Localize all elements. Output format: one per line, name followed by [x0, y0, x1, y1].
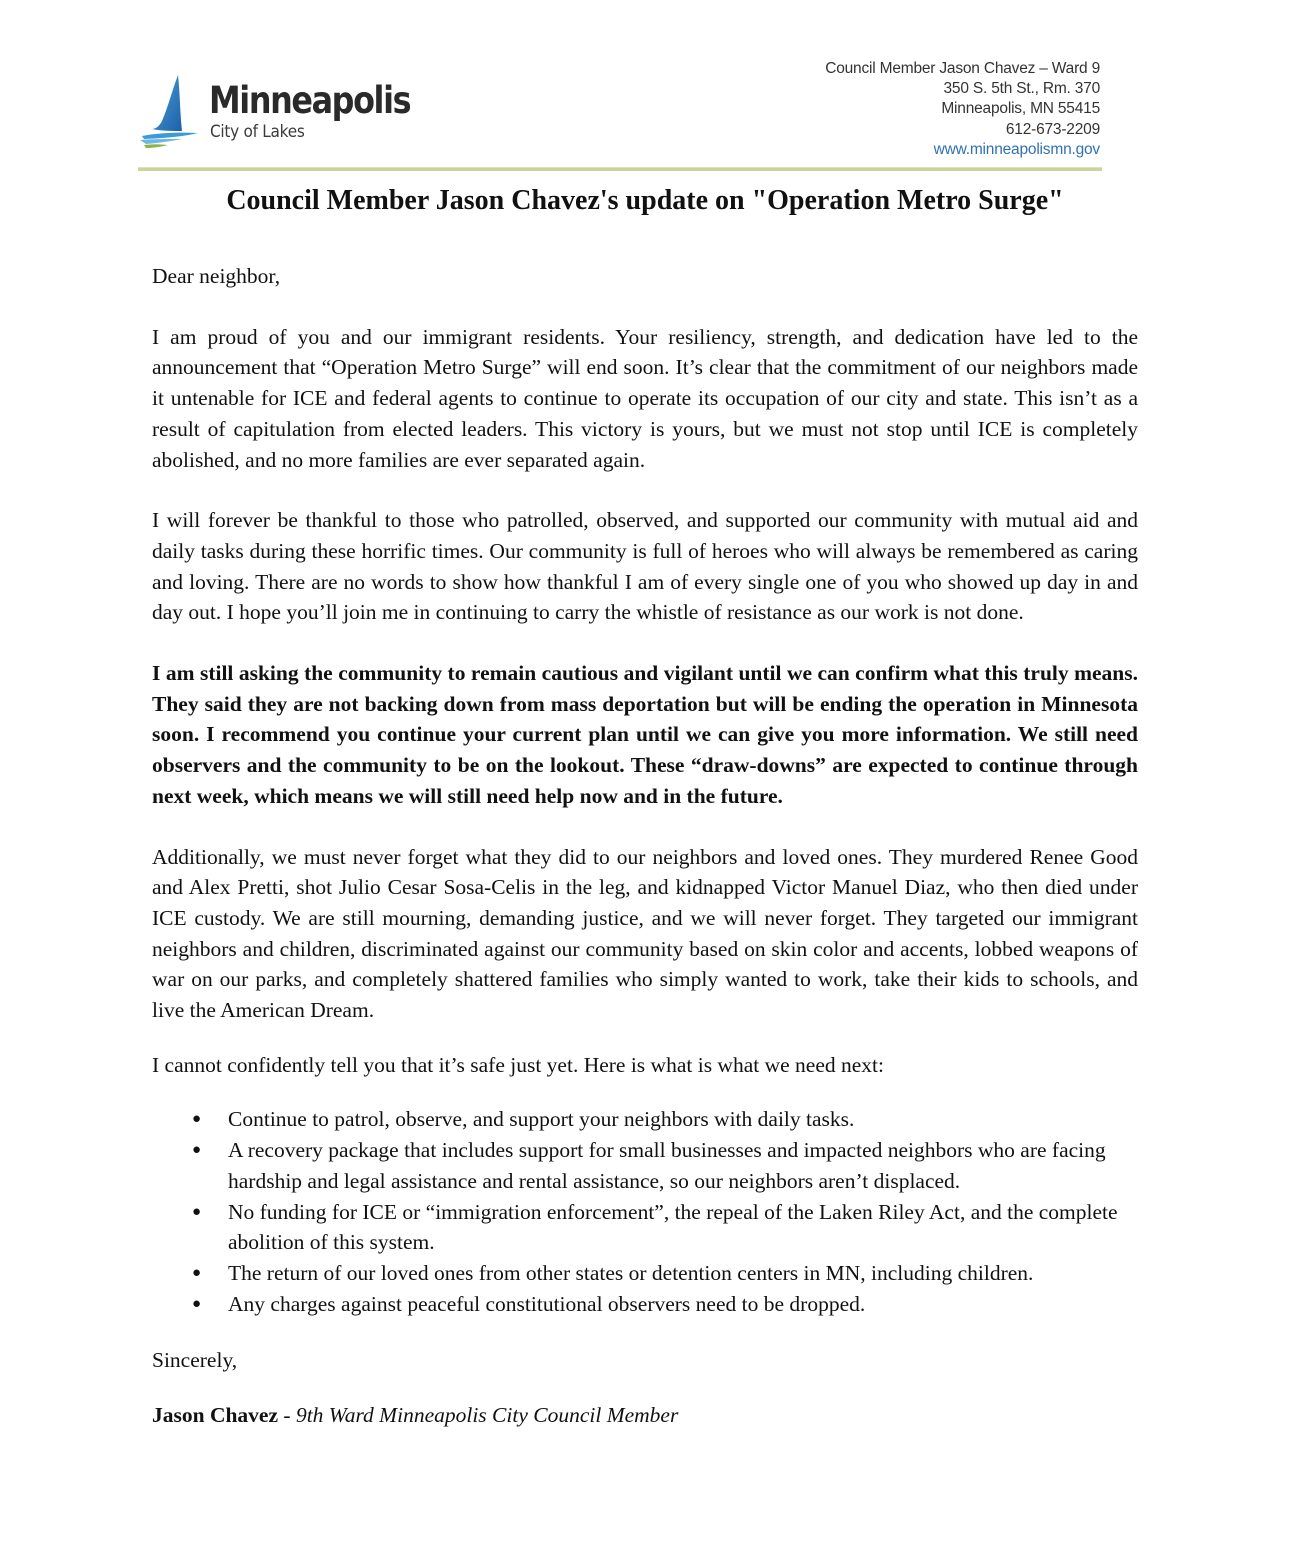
bullet-icon: ●: [192, 1111, 202, 1128]
logo-wordmark: Minneapolis: [209, 79, 411, 122]
list-item-text: The return of our loved ones from other states or detention centers in MN, including children.: [228, 1260, 1034, 1285]
list-item-text: Any charges against peaceful constitutional observers need to be dropped.: [228, 1291, 866, 1316]
list-item: [152, 1258, 1138, 1289]
needs-list: [152, 1104, 1138, 1319]
logo-tagline: City of Lakes: [210, 122, 305, 142]
contact-phone: 612-673-2209: [1005, 120, 1100, 138]
paragraph-remembrance: Additionally, we must never forget what they did to our neighbors and loved ones. They murdered Renee Good and Alex Pretti, shot Julio Cesar Sosa-Celis in the leg, and kidnapped Victor Manuel Diaz, who then died under ICE custody. We are still mourning, demanding justice, and we will never forget. They targeted our immigrant neighbors and children, discriminated against our community based on skin color and accents, lobbed weapons of war on our parks, and completely shattered families who simply wanted to work, take their kids to schools, and live the American Dream.: [152, 844, 1138, 1023]
paragraph-gratitude-victory: I am proud of you and our immigrant residents. Your resiliency, strength, and dedication have led to the announcement that “Operation Metro Surge” will end soon. It’s clear that the commitment of our neighbors made it untenable for ICE and federal agents to continue to operate its occupation of our city and state. This isn’t as a result of capitulation from elected leaders. This victory is yours, but we must not stop until ICE is completely abolished, and no more families are ever separated again.: [152, 324, 1138, 472]
list-item: [152, 1197, 1138, 1258]
letterhead-divider: [138, 167, 1102, 171]
signature-name: Jason Chavez: [152, 1403, 279, 1428]
bullet-icon: ●: [192, 1295, 202, 1312]
list-item: [152, 1135, 1138, 1196]
paragraph-thanks-community: I will forever be thankful to those who patrolled, observed, and supported our community with mutual aid and daily tasks during these horrific times. Our community is full of heroes who will always be remembered as caring and loving. There are no words to show how thankful I am of every single one of you who showed up day in and day out. I hope you’ll join me in continuing to carry the whistle of resistance as our work is not done.: [152, 508, 1138, 625]
signature: [152, 1400, 1138, 1431]
website-link[interactable]: www.minneapolismn.gov: [933, 140, 1100, 158]
closing: Sincerely,: [152, 1348, 238, 1373]
list-item: [152, 1104, 1138, 1135]
contact-office: Council Member Jason Chavez – Ward 9: [825, 60, 1100, 77]
minneapolis-logo: [138, 73, 411, 153]
list-item-text: A recovery package that includes support for small businesses and impacted neighbors who are facing hardship and legal assistance and rental assistance, so our neighbors aren’t displaced.: [228, 1138, 1106, 1193]
signature-role: 9th Ward Minneapolis City Council Member: [295, 1403, 679, 1428]
contact-street: 350 S. 5th St., Rm. 370: [943, 80, 1100, 98]
paragraph-caution-notice: I am still asking the community to remain cautious and vigilant until we can confirm what this truly means. They said they are not backing down from mass deportation but will be ending the operation in Minnesota soon. I recommend you continue your current plan until we can give you more information. We still need observers and the community to be on the lookout. These “draw-downs” are expected to continue through next week, which means we will still need help now and in the future.: [152, 661, 1138, 808]
list-item: [152, 1289, 1138, 1320]
document-title: Council Member Jason Chavez's update on "Operation Metro Surge": [226, 185, 1064, 216]
contact-block: [825, 59, 1100, 160]
contact-city: Minneapolis, MN 55415: [941, 100, 1100, 118]
bullet-icon: ●: [192, 1264, 202, 1281]
sailboat-logo-icon: [138, 73, 200, 153]
salutation: Dear neighbor,: [152, 264, 281, 288]
letter-body: [152, 180, 1138, 1431]
letterhead: [138, 55, 1102, 171]
paragraph-next-steps-intro: I cannot confidently tell you that it’s safe just yet. Here is what is what we need next:: [152, 1052, 884, 1077]
bullet-icon: ●: [192, 1142, 202, 1159]
list-item-text: Continue to patrol, observe, and support your neighbors with daily tasks.: [228, 1107, 855, 1132]
signature-separator: -: [278, 1403, 296, 1428]
list-item-text: No funding for ICE or “immigration enforcement”, the repeal of the Laken Riley Act, and the complete abolition of this system.: [228, 1199, 1118, 1255]
bullet-icon: ●: [192, 1203, 202, 1220]
